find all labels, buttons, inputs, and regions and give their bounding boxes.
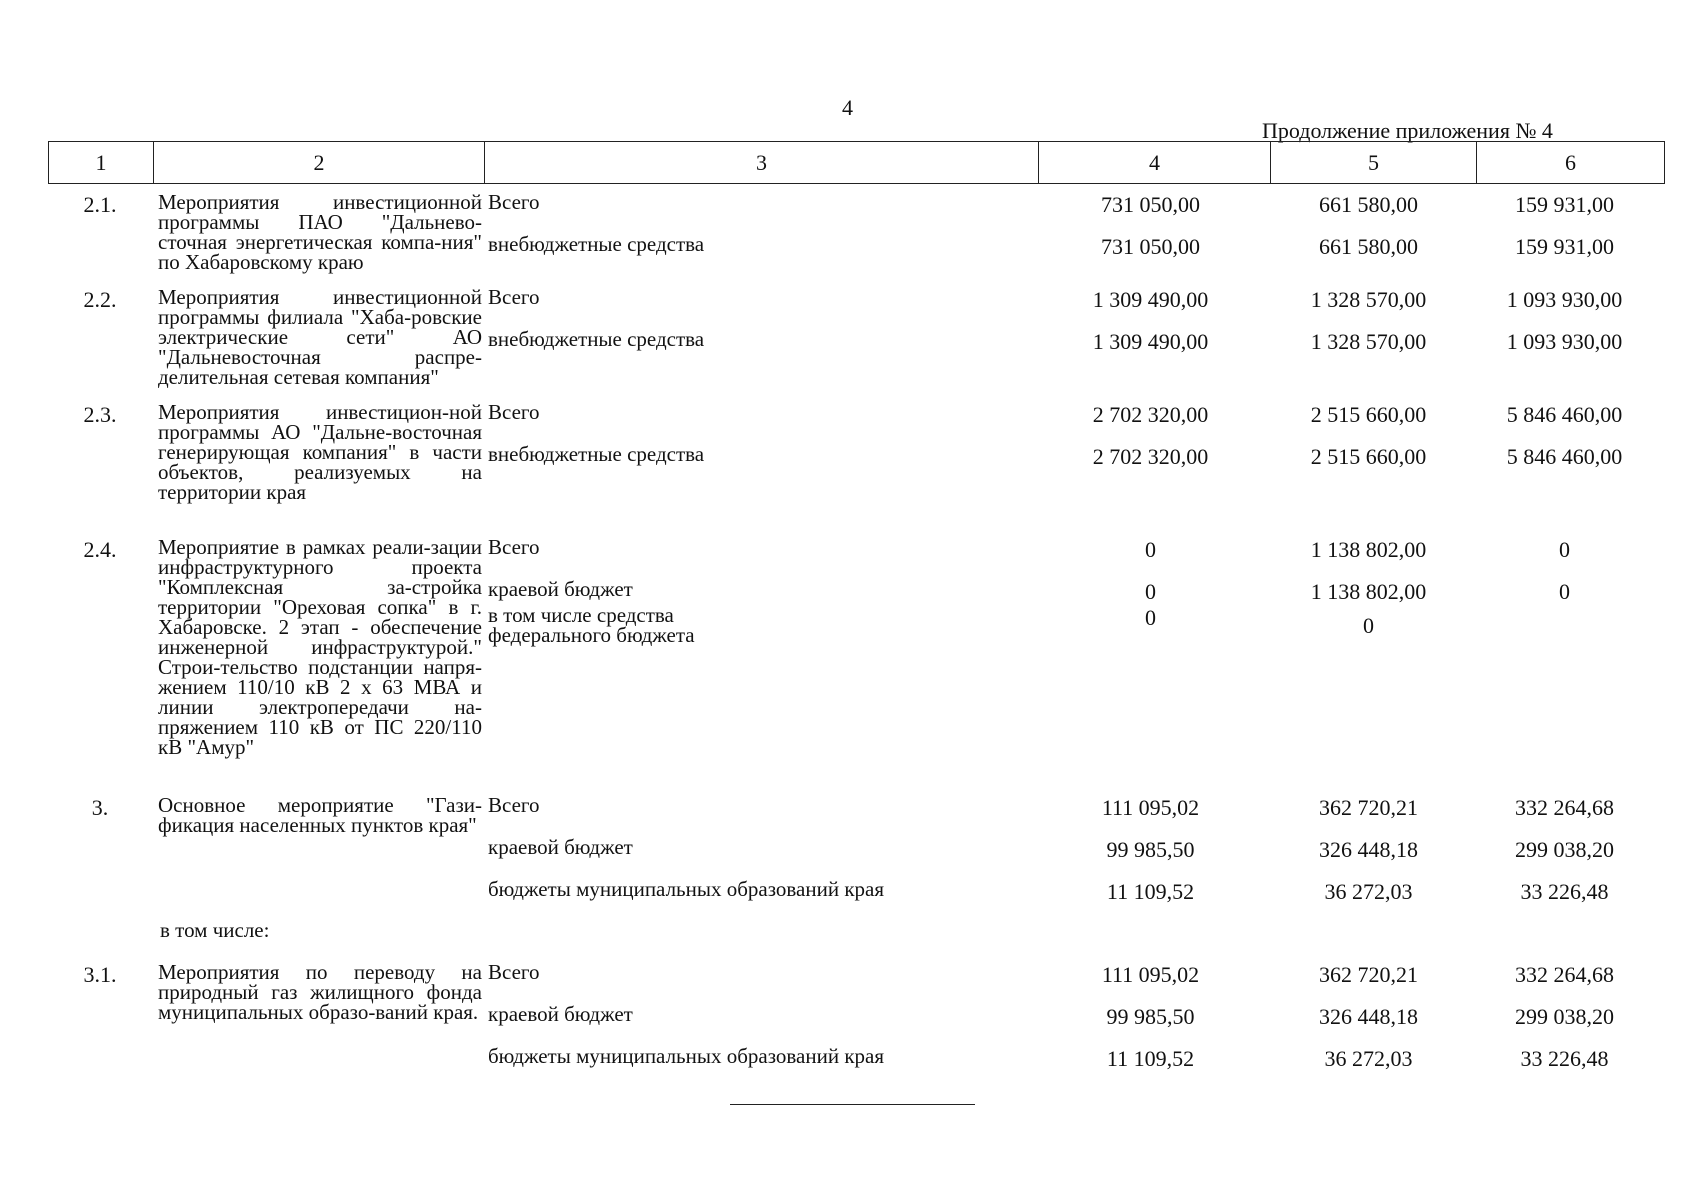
funding-source: краевой бюджет [488,577,633,601]
funding-source: внебюджетные средства [488,327,705,351]
value-col-4: 731 050,00 [1101,234,1200,259]
column-header-6: 6 [1477,142,1665,184]
funding-source: внебюджетные средства [488,442,705,466]
value-col-6: 33 226,48 [1520,1046,1609,1071]
funding-source: Всего [488,535,540,559]
value-col-6: 159 931,00 [1515,192,1614,217]
value-col-4: 731 050,00 [1101,192,1200,217]
row-line [48,402,1658,428]
funding-source: бюджеты муниципальных образований края [488,1044,885,1068]
value-col-4: 99 985,50 [1106,1004,1195,1029]
row-line [48,837,1658,863]
row-line [48,605,1658,651]
funding-source: Всего [488,960,540,984]
row-line [48,1046,1658,1072]
value-col-4: 0 [1145,579,1156,604]
value-col-4: 2 702 320,00 [1092,402,1209,427]
column-header-row [49,142,1665,184]
funding-source: Всего [488,190,540,214]
value-col-5: 362 720,21 [1319,795,1418,820]
row-number: 2.1. [83,192,117,217]
value-col-4: 0 [1145,537,1156,562]
value-col-6: 332 264,68 [1515,795,1614,820]
value-col-5: 1 138 802,00 [1310,537,1427,562]
continuation-label: Продолжение приложения № 4 [1262,118,1553,143]
row-number: 2.3. [83,402,117,427]
column-header-3: 3 [485,142,1039,184]
value-col-6: 1 093 930,00 [1506,287,1623,312]
row-line [48,234,1658,260]
value-col-5: 2 515 660,00 [1310,444,1427,469]
row-line [48,962,1658,988]
value-col-5: 326 448,18 [1319,837,1418,862]
row-line [48,444,1658,470]
value-col-5: 36 272,03 [1324,879,1413,904]
row-number: 3. [91,795,109,820]
value-col-4: 0 [1145,605,1156,630]
value-col-6: 0 [1559,579,1570,604]
column-header-table [48,141,1665,184]
row-description: Мероприятия по переводу на природный газ жилищного фонда муниципальных образо-ваний края. [158,960,482,1024]
value-col-5: 1 138 802,00 [1310,579,1427,604]
value-col-5: 362 720,21 [1319,962,1418,987]
funding-source: Всего [488,793,540,817]
value-col-5: 1 328 570,00 [1310,329,1427,354]
row-number: 2.4. [83,537,117,562]
value-col-4: 111 095,02 [1101,962,1200,987]
value-col-5: 661 580,00 [1319,192,1418,217]
value-col-4: 1 309 490,00 [1092,287,1209,312]
value-col-5: 326 448,18 [1319,1004,1418,1029]
value-col-6: 5 846 460,00 [1506,402,1623,427]
row-line [48,192,1658,218]
column-header-2: 2 [154,142,485,184]
footer-rule [730,1104,975,1105]
row-line [48,1004,1658,1030]
page-number: 4 [842,95,853,120]
row-description: Мероприятия инвестицион-ной программы АО "Дальне-восточная генерирующая компания" в части объектов, реализуемых на территории края [158,400,482,504]
column-header-5: 5 [1271,142,1477,184]
value-col-4: 2 702 320,00 [1092,444,1209,469]
row-line [48,329,1658,355]
row-line [48,579,1658,605]
value-col-6: 5 846 460,00 [1506,444,1623,469]
inclusive-label: в том числе: [160,918,270,942]
value-col-6: 1 093 930,00 [1506,329,1623,354]
row-line [48,879,1658,905]
value-col-4: 111 095,02 [1101,795,1200,820]
row-line [48,795,1658,821]
value-col-5: 1 328 570,00 [1310,287,1427,312]
value-col-6: 159 931,00 [1515,234,1614,259]
row-number: 2.2. [83,287,117,312]
value-col-5: 2 515 660,00 [1310,402,1427,427]
row-description: Мероприятия инвестиционной программы ПАО "Дальнево-сточная энергетическая компа-ния" по Хабаровскому краю [158,190,482,274]
funding-source: Всего [488,285,540,309]
row-description: Основное мероприятие "Гази-фикация населенных пунктов края" [158,793,482,837]
row-line [48,537,1658,563]
value-col-6: 0 [1559,537,1570,562]
value-col-6: 299 038,20 [1515,1004,1614,1029]
value-col-5: 36 272,03 [1324,1046,1413,1071]
value-col-5: 661 580,00 [1319,234,1418,259]
row-description: Мероприятия инвестиционной программы филиала "Хаба-ровские электрические сети" АО "Дальневосточная распре-делительная сетевая компания" [158,285,482,389]
funding-source: Всего [488,400,540,424]
column-header-4: 4 [1039,142,1271,184]
funding-source: краевой бюджет [488,835,633,859]
row-number: 3.1. [83,962,117,987]
value-col-6: 299 038,20 [1515,837,1614,862]
value-col-6: 332 264,68 [1515,962,1614,987]
funding-source: в том числе средства федерального бюджета [488,603,695,647]
row-description: Мероприятие в рамках реали-зации инфраструктурного проекта "Комплексная за-стройка территории "Ореховая сопка" в г. Хабаровске. 2 этап - обеспечение инженерной инфраструктурой." Строи-тельство подстанции напря-жением 110/10 кВ 2 х 63 МВА и линии электропередачи на-пряжением 110 кВ от ПС 220/110 кВ "Амур" [158,535,482,759]
funding-source: внебюджетные средства [488,232,705,256]
value-col-5: 0 [1363,613,1374,638]
value-col-4: 99 985,50 [1106,837,1195,862]
row-line [48,287,1658,313]
funding-source: бюджеты муниципальных образований края [488,877,885,901]
column-header-1: 1 [49,142,154,184]
value-col-4: 11 109,52 [1106,1046,1195,1071]
value-col-6: 33 226,48 [1520,879,1609,904]
value-col-4: 11 109,52 [1106,879,1195,904]
funding-source: краевой бюджет [488,1002,633,1026]
value-col-4: 1 309 490,00 [1092,329,1209,354]
